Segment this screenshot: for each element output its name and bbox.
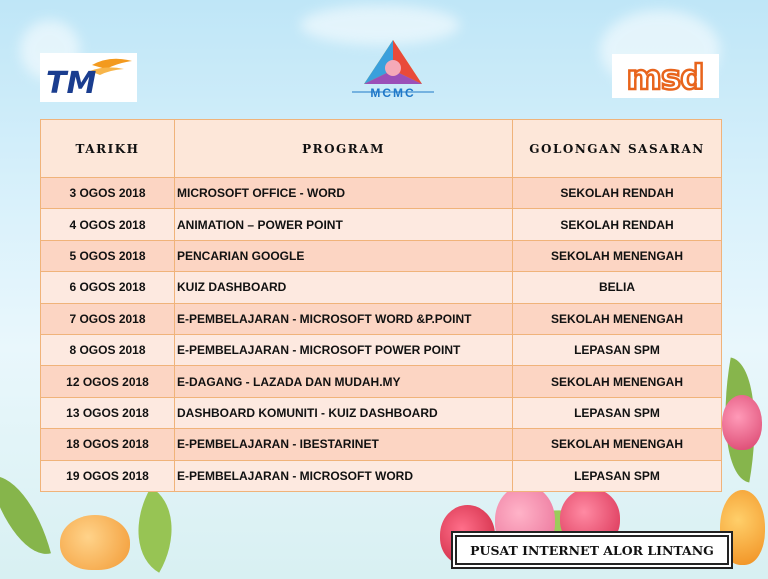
cell-date: 4 OGOS 2018: [41, 209, 175, 240]
cell-target: SEKOLAH RENDAH: [513, 178, 722, 209]
msd-logo-graphic: [612, 54, 719, 98]
cell-target: SEKOLAH MENENGAH: [513, 240, 722, 271]
cell-date: 12 OGOS 2018: [41, 366, 175, 397]
cell-program: DASHBOARD KOMUNITI - KUIZ DASHBOARD: [175, 397, 513, 428]
cell-program: E-PEMBELAJARAN - MICROSOFT WORD &P.POINT: [175, 303, 513, 334]
table-row: [41, 178, 722, 209]
cell-date: 19 OGOS 2018: [41, 460, 175, 491]
cell-target: SEKOLAH MENENGAH: [513, 303, 722, 334]
cell-target: BELIA: [513, 272, 722, 303]
tm-logo: [40, 53, 137, 102]
footer-label-box: [455, 535, 729, 565]
cell-program: ANIMATION – POWER POINT: [175, 209, 513, 240]
table-row: [41, 460, 722, 491]
cell-target: LEPASAN SPM: [513, 460, 722, 491]
table-row: [41, 240, 722, 271]
cell-date: 5 OGOS 2018: [41, 240, 175, 271]
footer-label: PUSAT INTERNET ALOR LINTANG: [470, 542, 714, 558]
cell-date: 6 OGOS 2018: [41, 272, 175, 303]
table-row: [41, 272, 722, 303]
table-row: [41, 334, 722, 365]
msd-logo: [612, 54, 719, 98]
leaf-decoration: [116, 487, 194, 573]
mcmc-logo-text: MCMC: [370, 86, 416, 98]
tm-logo-text: TM: [46, 66, 97, 101]
cell-date: 13 OGOS 2018: [41, 397, 175, 428]
cell-program: KUIZ DASHBOARD: [175, 272, 513, 303]
table-row: [41, 209, 722, 240]
cell-date: 7 OGOS 2018: [41, 303, 175, 334]
schedule-table: [40, 119, 722, 492]
cell-program: MICROSOFT OFFICE - WORD: [175, 178, 513, 209]
cell-target: SEKOLAH MENENGAH: [513, 366, 722, 397]
tm-logo-graphic: [40, 53, 137, 102]
header-date: TARIKH: [41, 120, 175, 178]
cell-program: E-PEMBELAJARAN - MICROSOFT WORD: [175, 460, 513, 491]
msd-logo-text: msd: [626, 58, 704, 98]
table-row: [41, 397, 722, 428]
cell-date: 18 OGOS 2018: [41, 429, 175, 460]
cell-program: PENCARIAN GOOGLE: [175, 240, 513, 271]
cell-program: E-DAGANG - LAZADA DAN MUDAH.MY: [175, 366, 513, 397]
tulip-flower: [60, 515, 130, 570]
cell-date: 3 OGOS 2018: [41, 178, 175, 209]
table-header-row: [41, 120, 722, 178]
cell-target: LEPASAN SPM: [513, 397, 722, 428]
mcmc-logo: [350, 38, 436, 98]
mcmc-logo-graphic: [350, 38, 436, 98]
header-program: PROGRAM: [175, 120, 513, 178]
header-target-group: GOLONGAN SASARAN: [513, 120, 722, 178]
cell-program: E-PEMBELAJARAN - MICROSOFT POWER POINT: [175, 334, 513, 365]
cell-date: 8 OGOS 2018: [41, 334, 175, 365]
table-row: [41, 429, 722, 460]
cell-target: LEPASAN SPM: [513, 334, 722, 365]
cell-target: SEKOLAH MENENGAH: [513, 429, 722, 460]
cell-target: SEKOLAH RENDAH: [513, 209, 722, 240]
table-row: [41, 366, 722, 397]
tulip-flower: [722, 395, 762, 450]
cell-program: E-PEMBELAJARAN - IBESTARINET: [175, 429, 513, 460]
table-row: [41, 303, 722, 334]
